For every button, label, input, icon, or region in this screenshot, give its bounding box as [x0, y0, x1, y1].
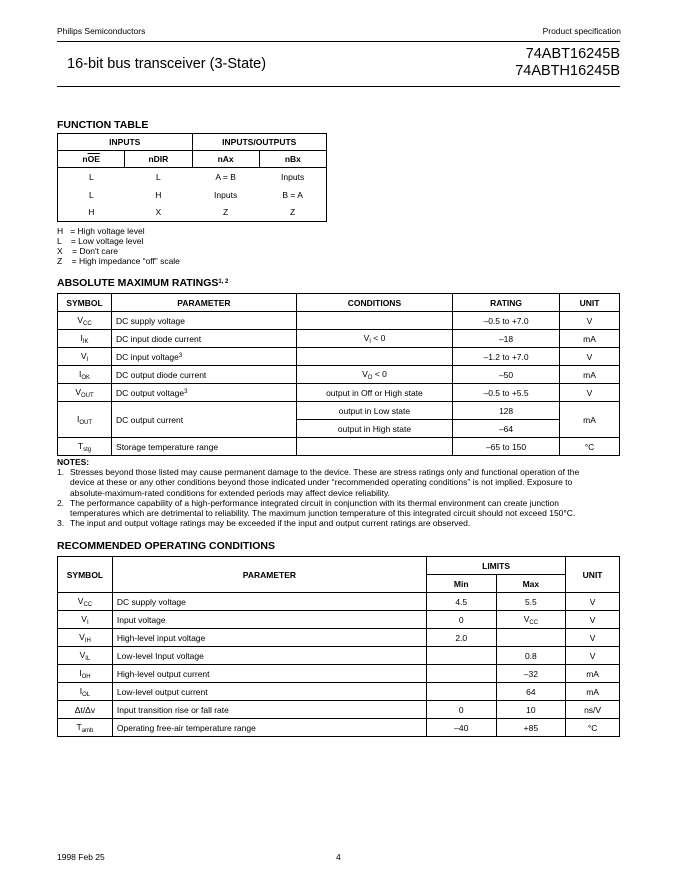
roc-parameter: High-level output current	[112, 665, 426, 683]
legend-item: L = Low voltage level	[57, 236, 144, 246]
page-title: 16-bit bus transceiver (3-State)	[67, 56, 267, 72]
amr-col-header: CONDITIONS	[296, 294, 452, 312]
roc-symbol: $V_I$	[58, 611, 113, 629]
amr-parameter: Storage temperature range	[112, 438, 297, 456]
roc-parameter: Input transition rise or fall rate	[112, 701, 426, 719]
part-number-1: 74ABT16245B	[525, 46, 620, 62]
amr-symbol: $I_{IK}$	[58, 330, 112, 348]
function-table-cell: Inputs	[259, 168, 326, 186]
note-line: Stresses beyond those listed may cause permanent damage to the device. These are stress ratings only and functional operation of the	[70, 467, 580, 478]
roc-heading: RECOMMENDED OPERATING CONDITIONS	[57, 540, 275, 552]
function-table-cell: H	[155, 189, 162, 200]
note-line: absolute-maximum-rated conditions for extended periods may affect device reliability.	[70, 487, 391, 498]
amr-unit: mA	[559, 366, 619, 384]
roc-symbol: $V_{IH}$	[58, 629, 113, 647]
part-number-2: 74ABTH16245B	[515, 63, 620, 79]
roc-min: 4.5	[426, 593, 496, 611]
roc-row	[58, 611, 620, 629]
col-noe: $n\overline{OE}$	[58, 151, 125, 168]
roc-min	[426, 647, 496, 665]
amr-row	[58, 312, 620, 330]
amr-unit: mA	[559, 402, 619, 438]
roc-min: 2.0	[426, 629, 496, 647]
roc-col-symbol: SYMBOL	[58, 557, 113, 593]
amr-row	[58, 384, 620, 402]
amr-unit: mA	[559, 330, 619, 348]
roc-max: 0.8	[496, 647, 566, 665]
roc-table	[57, 556, 620, 737]
amr-rating: –0.5 to +7.0	[453, 312, 560, 330]
roc-parameter: Operating free-air temperature range	[112, 719, 426, 737]
amr-rating: 128	[453, 402, 560, 420]
amr-symbol: $V_I$	[58, 348, 112, 366]
amr-symbol: $V_{OUT}$	[58, 384, 112, 402]
function-table-cell: Inputs	[214, 189, 238, 200]
function-table-inputs-header: INPUTS	[58, 134, 193, 151]
note-line: device at these or any other conditions beyond those indicated under “recommended operating conditions” is not implied. Exposure to	[70, 477, 573, 488]
roc-symbol: $I_{OH}$	[58, 665, 113, 683]
amr-rating: –0.5 to +5.5	[453, 384, 560, 402]
amr-rating: –50	[453, 366, 560, 384]
note-number: 1.	[57, 467, 65, 478]
roc-min	[426, 665, 496, 683]
function-table-legend	[57, 226, 180, 266]
note-number: 3.	[57, 518, 65, 529]
roc-row	[58, 593, 620, 611]
roc-max: 10	[496, 701, 566, 719]
note-line: temperatures which are detrimental to reliability. The maximum junction temperature of this integrated circuit should not exceed 150°C.	[70, 508, 576, 519]
roc-unit: °C	[566, 719, 620, 737]
roc-parameter: High-level input voltage	[112, 629, 426, 647]
roc-min: –40	[426, 719, 496, 737]
function-table-row	[58, 186, 327, 204]
roc-symbol: $T_{amb}$	[58, 719, 113, 737]
amr-symbol: $V_{CC}$	[58, 312, 112, 330]
function-table-row	[58, 168, 327, 186]
roc-row	[58, 701, 620, 719]
company-name: Philips Semiconductors	[57, 26, 146, 36]
amr-symbol: $T_{stg}$	[58, 438, 112, 456]
note-line: The input and output voltage ratings may be exceeded if the input and output current ratings are observed.	[70, 518, 471, 529]
function-table-cell: L	[58, 186, 125, 204]
amr-condition: output in Low state	[296, 402, 452, 420]
legend-item: X = Don't care	[57, 246, 118, 256]
amr-col-header: PARAMETER	[112, 294, 297, 312]
amr-symbol: $I_{OK}$	[58, 366, 112, 384]
roc-max: 64	[496, 683, 566, 701]
roc-symbol: $V_{IL}$	[58, 647, 113, 665]
note-line: The performance capability of a high-performance integrated circuit in conjunction with its thermal environment can create junction	[70, 497, 559, 508]
roc-unit: mA	[566, 683, 620, 701]
roc-symbol: $I_{OL}$	[58, 683, 113, 701]
amr-parameter: DC supply voltage	[112, 312, 297, 330]
roc-max: +85	[496, 719, 566, 737]
amr-row	[58, 438, 620, 456]
header-top-rule	[57, 41, 620, 42]
amr-condition: $V_O < 0$	[296, 366, 452, 384]
roc-parameter: DC supply voltage	[112, 593, 426, 611]
notes-title: NOTES:	[57, 457, 90, 467]
roc-unit: mA	[566, 665, 620, 683]
document-type: Product specification	[542, 26, 621, 36]
amr-row	[58, 330, 620, 348]
roc-row	[58, 629, 620, 647]
header-bottom-rule	[57, 86, 620, 87]
roc-unit: V	[566, 611, 620, 629]
function-table-cell: Z	[223, 207, 229, 218]
col-nbx: nBx	[259, 151, 326, 168]
roc-unit: ns/V	[566, 701, 620, 719]
roc-col-min: Min	[426, 575, 496, 593]
note-item	[57, 518, 627, 528]
amr-unit: °C	[559, 438, 619, 456]
col-nax: nAx	[192, 151, 259, 168]
roc-symbol: Δt/Δv	[58, 701, 113, 719]
function-table-cell: L	[58, 168, 125, 186]
roc-row	[58, 665, 620, 683]
legend-item: Z = High impedance “off” scale	[57, 256, 180, 266]
roc-row	[58, 647, 620, 665]
amr-parameter: DC output current	[112, 402, 297, 438]
amr-condition: output in Off or High state	[296, 384, 452, 402]
amr-unit: V	[559, 348, 619, 366]
amr-rating: –18	[453, 330, 560, 348]
function-table-cell: B = A	[259, 186, 326, 204]
roc-min: 0	[426, 611, 496, 629]
roc-row	[58, 719, 620, 737]
note-item	[57, 498, 627, 518]
amr-condition	[296, 312, 452, 330]
roc-max: –32	[496, 665, 566, 683]
roc-unit: V	[566, 647, 620, 665]
function-table	[57, 133, 327, 222]
roc-col-parameter: PARAMETER	[112, 557, 426, 593]
amr-unit: V	[559, 312, 619, 330]
function-table-cell: Z	[259, 204, 326, 222]
notes	[57, 457, 627, 528]
amr-rating: –64	[453, 420, 560, 438]
roc-symbol: $V_{CC}$	[58, 593, 113, 611]
amr-condition	[296, 438, 452, 456]
note-item	[57, 467, 627, 498]
amr-rating: –1.2 to +7.0	[453, 348, 560, 366]
roc-min	[426, 683, 496, 701]
note-number: 2.	[57, 497, 65, 508]
amr-rating: –65 to 150	[453, 438, 560, 456]
page-number: 4	[336, 852, 341, 862]
function-table-cell: A = B	[215, 171, 236, 182]
roc-col-max: Max	[496, 575, 566, 593]
amr-condition	[296, 348, 452, 366]
amr-parameter: DC input voltage$^3$	[112, 348, 297, 366]
amr-condition: output in High state	[296, 420, 452, 438]
amr-row	[58, 348, 620, 366]
roc-parameter: Input voltage	[112, 611, 426, 629]
amr-table	[57, 293, 620, 456]
amr-condition: $V_I < 0$	[296, 330, 452, 348]
amr-row	[58, 366, 620, 384]
amr-col-header: SYMBOL	[58, 294, 112, 312]
roc-parameter: Low-level Input voltage	[112, 647, 426, 665]
amr-heading: ABSOLUTE MAXIMUM RATINGS$^{1, 2}$	[57, 277, 229, 289]
roc-unit: V	[566, 629, 620, 647]
function-table-cell: H	[58, 204, 125, 222]
roc-max	[496, 629, 566, 647]
roc-max: $V_{CC}$	[496, 611, 566, 629]
amr-row	[58, 402, 620, 420]
footer-date: 1998 Feb 25	[57, 852, 105, 862]
roc-parameter: Low-level output current	[112, 683, 426, 701]
roc-col-limits: LIMITS	[426, 557, 565, 575]
function-table-io-header: INPUTS/OUTPUTS	[192, 134, 327, 151]
roc-max: 5.5	[496, 593, 566, 611]
legend-item: H = High voltage level	[57, 226, 145, 236]
amr-symbol: $I_{OUT}$	[58, 402, 112, 438]
amr-parameter: DC input diode current	[112, 330, 297, 348]
amr-col-header: RATING	[453, 294, 560, 312]
amr-parameter: DC output voltage$^3$	[112, 384, 297, 402]
function-table-cell: L	[156, 171, 161, 182]
function-table-cell: X	[155, 207, 162, 218]
function-table-row	[58, 204, 327, 222]
roc-col-unit: UNIT	[566, 557, 620, 593]
roc-unit: V	[566, 593, 620, 611]
amr-col-header: UNIT	[559, 294, 619, 312]
amr-parameter: DC output diode current	[112, 366, 297, 384]
roc-row	[58, 683, 620, 701]
function-table-heading: FUNCTION TABLE	[57, 119, 149, 131]
col-ndir: nDIR	[125, 151, 192, 168]
amr-unit: V	[559, 384, 619, 402]
roc-min: 0	[426, 701, 496, 719]
